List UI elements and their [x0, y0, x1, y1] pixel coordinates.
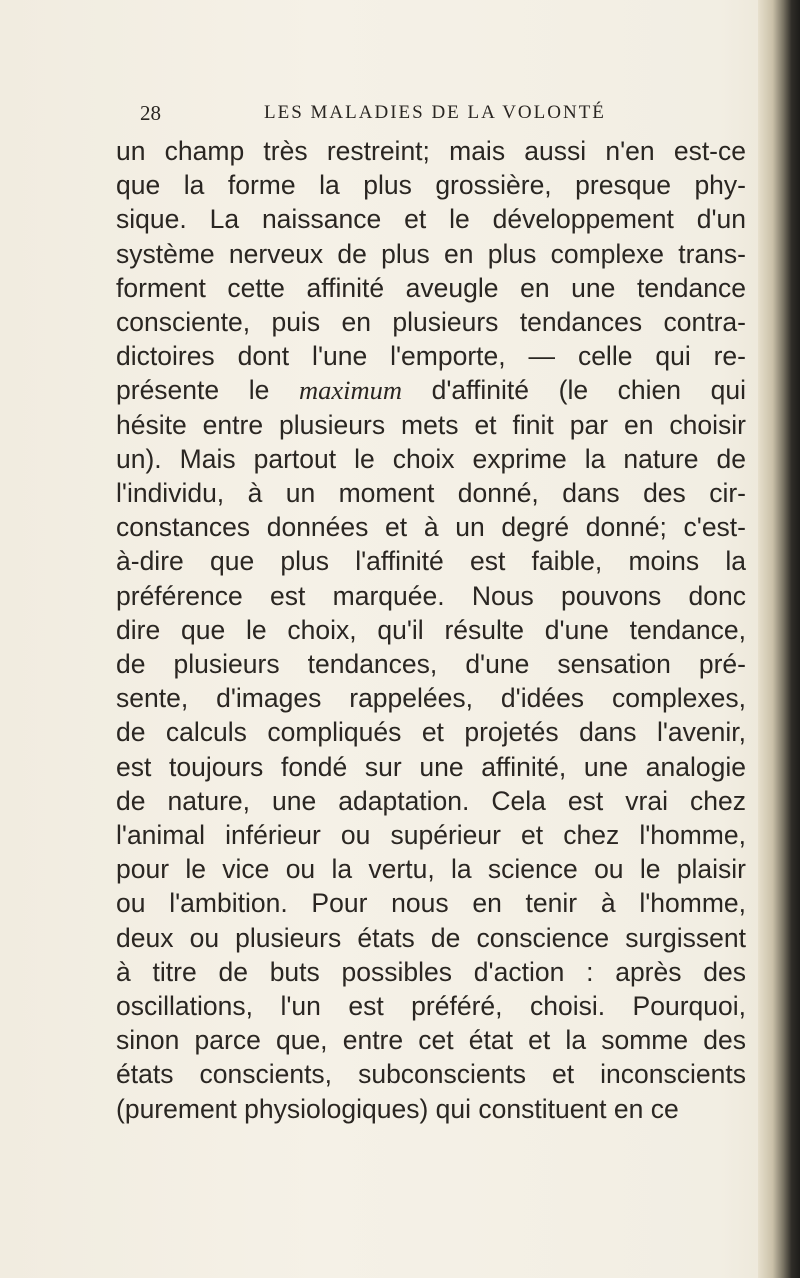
text-segment: l'animal inférieur ou supérieur et chez l'homme,: [116, 820, 746, 851]
text-segment: un champ très restreint; mais aussi n'en est-ce: [116, 136, 746, 166]
text-segment: d'affinité (le chien qui: [402, 375, 746, 406]
page-number: 28: [140, 101, 161, 125]
italic-term: maximum: [298, 375, 403, 406]
page-header: [140, 101, 740, 131]
text-segment: ou l'ambition. Pour nous en tenir à l'homme,: [116, 888, 746, 919]
text-line: [116, 544, 746, 578]
text-segment: constances données et à un degré donné; c'est-: [116, 512, 746, 543]
text-line: [116, 271, 746, 305]
text-segment: hésite entre plusieurs mets et finit par en choisir: [116, 409, 746, 440]
text-line: [116, 784, 746, 818]
text-segment: de nature, une adaptation. Cela est vrai chez: [116, 785, 746, 816]
text-line: [116, 1092, 746, 1126]
text-segment: préférence est marquée. Nous pouvons donc: [116, 580, 746, 611]
text-segment: dictoires dont l'une l'emporte, — celle qui re-: [116, 341, 746, 372]
text-segment: dire que le choix, qu'il résulte d'une tendance,: [116, 614, 746, 645]
text-segment: états conscients, subconscients et inconscients: [116, 1059, 746, 1090]
text-line: [116, 408, 746, 442]
text-segment: sinon parce que, entre cet état et la somme des: [116, 1025, 746, 1056]
text-line: [116, 579, 746, 613]
text-segment: de plusieurs tendances, d'une sensation pré-: [116, 649, 746, 680]
text-segment: que la forme la plus grossière, presque phy-: [116, 170, 746, 201]
text-line: [116, 134, 746, 168]
body-text: [116, 134, 746, 1126]
running-title: LES MALADIES DE LA VOLONTÉ: [264, 102, 606, 123]
book-binding-shadow: [758, 0, 800, 1278]
text-segment: consciente, puis en plusieurs tendances contra-: [116, 307, 746, 338]
text-line: [116, 305, 746, 339]
text-line: [116, 1023, 746, 1057]
text-line: [116, 1057, 746, 1091]
text-segment: l'individu, à un moment donné, dans des cir-: [116, 478, 746, 509]
text-line: [116, 989, 746, 1023]
text-segment: (purement physiologiques) qui constituent en ce: [116, 1093, 679, 1124]
text-line: [116, 852, 746, 886]
text-line: [116, 476, 746, 510]
text-line: [116, 237, 746, 271]
text-line: [116, 168, 746, 202]
text-line: [116, 510, 746, 544]
text-segment: sente, d'images rappelées, d'idées complexes,: [116, 683, 746, 714]
text-segment: forment cette affinité aveugle en une tendance: [116, 272, 746, 303]
text-segment: à-dire que plus l'affinité est faible, moins la: [116, 546, 746, 577]
text-line: [116, 681, 746, 715]
text-segment: un). Mais partout le choix exprime la nature de: [116, 443, 746, 474]
text-line: [116, 613, 746, 647]
text-segment: pour le vice ou la vertu, la science ou le plaisir: [116, 854, 746, 885]
text-line: [116, 921, 746, 955]
text-line: [116, 373, 746, 407]
text-line: [116, 442, 746, 476]
text-segment: est toujours fondé sur une affinité, une analogie: [116, 751, 746, 782]
text-line: [116, 750, 746, 784]
text-segment: sique. La naissance et le développement d'un: [116, 204, 746, 235]
text-line: [116, 715, 746, 749]
text-segment: deux ou plusieurs états de conscience surgissent: [116, 922, 746, 953]
text-segment: présente le: [116, 375, 299, 406]
text-segment: oscillations, l'un est préféré, choisi. Pourquoi,: [116, 991, 746, 1022]
text-line: [116, 647, 746, 681]
text-segment: de calculs compliqués et projetés dans l'avenir,: [116, 717, 746, 748]
text-line: [116, 202, 746, 236]
text-line: [116, 955, 746, 989]
text-line: [116, 339, 746, 373]
text-line: [116, 818, 746, 852]
text-segment: système nerveux de plus en plus complexe trans-: [116, 238, 746, 269]
text-line: [116, 886, 746, 920]
text-segment: à titre de buts possibles d'action : après des: [116, 956, 746, 987]
